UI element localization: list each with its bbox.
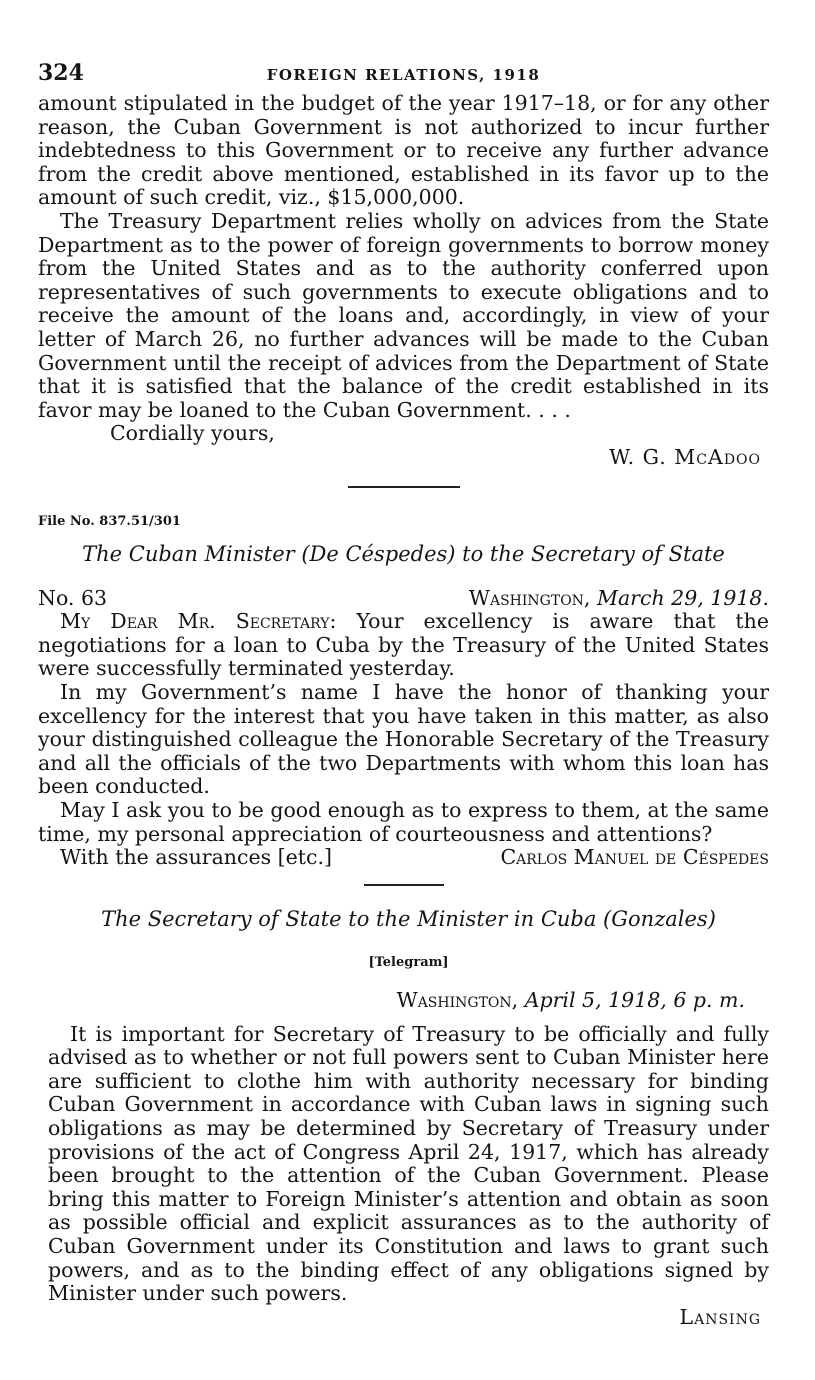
document3-signature: Lansing xyxy=(679,1304,761,1329)
document2-place-date xyxy=(469,587,769,611)
document2-paragraph-1 xyxy=(38,610,769,681)
document3-dateline xyxy=(48,989,769,1013)
document3-place: Washington, xyxy=(396,988,519,1012)
file-number: File No. 837.51/301 xyxy=(38,513,181,529)
page-number: 324 xyxy=(38,60,84,86)
document3-title: The Secretary of State to the Minister in Cuba (Gonzales) xyxy=(101,906,716,931)
document2-salutation: My Dear Mr. Secretary: xyxy=(60,609,337,634)
document2-closing-line xyxy=(38,846,769,870)
document3-date: April 5, 1918, 6 p. m. xyxy=(524,988,745,1012)
document2-paragraph-2: In my Government’s name I have the honor of thanking your excellency for the interest that you have taken in this matter, as also your distinguished colleague the Honorable Secretary of the Treasury and all the officials of the two Departments with whom this loan has been conducted. xyxy=(38,680,769,799)
document2-date: March 29, 1918. xyxy=(596,585,769,610)
telegram-note: [Telegram] xyxy=(368,955,449,971)
letter1-paragraph-1: amount stipulated in the budget of the year 1917–18, or for any other reason, the Cuban Government is not authorized to incur further indebtedness to this Government or to receive any further advance from the credit above mentioned, established in its favor up to the amount of such credit, viz., $15,000,000. xyxy=(38,91,769,210)
section-divider xyxy=(348,486,460,488)
document2-title: The Cuban Minister (De Céspedes) to the Secretary of State xyxy=(82,542,725,567)
document3-body: It is important for Secretary of Treasury to be officially and fully advised as to whether or not full powers sent to Cuban Minister here are sufficient to clothe him with authority necessary for binding Cuban Government in accordance with Cuban laws in signing such obligations as may be determined by Secretary of Treasury under provisions of the act of Congress April 24, 1917, which has already been brought to the attention of the Cuban Government. Please bring this matter to Foreign Minister’s attention and obtain as soon as possible official and explicit assurances as to the authority of Cuban Government under its Constitution and laws to grant such powers, and as to the binding effect of any obligations signed by Minister under such powers. xyxy=(48,1021,769,1306)
document2-place: Washington, xyxy=(468,585,591,610)
document2-dateline xyxy=(38,587,769,611)
section-divider xyxy=(364,884,444,886)
document2-paragraph-1-text: Your excellency is aware that the negotiations for a loan to Cuba by the Treasury of the United States were successfully terminated yesterday. xyxy=(38,609,769,681)
document2-number: No. 63 xyxy=(38,585,108,610)
letter-cuban-minister xyxy=(38,510,769,870)
page-header xyxy=(38,58,769,92)
letter-mcadoo xyxy=(38,92,769,470)
letter1-signature: W. G. McAdoo xyxy=(609,444,761,469)
letter1-paragraph-2: The Treasury Department relies wholly on advices from the State Department as to the power of foreign governments to borrow money from the United States and as to the authority conferred upon representatives of such governments to execute obligations and to receive the amount of the loans and, accordingly, in view of your letter of March 26, no further advances will be made to the Cuban Government until the receipt of advices from the Department of State that it is satisfied that the balance of the credit established in its favor may be loaned to the Cuban Government. . . . xyxy=(38,208,769,422)
running-head: FOREIGN RELATIONS, 1918 xyxy=(266,66,541,84)
document2-closing: With the assurances [etc.] xyxy=(60,845,333,870)
document2-paragraph-3: May I ask you to be good enough as to express to them, at the same time, my personal appreciation of courteousness and attentions? xyxy=(38,798,769,846)
letter1-closing: Cordially yours, xyxy=(110,421,275,446)
document2-signature: Carlos Manuel de Céspedes xyxy=(500,845,769,870)
telegram-secretary-of-state xyxy=(38,908,769,1330)
